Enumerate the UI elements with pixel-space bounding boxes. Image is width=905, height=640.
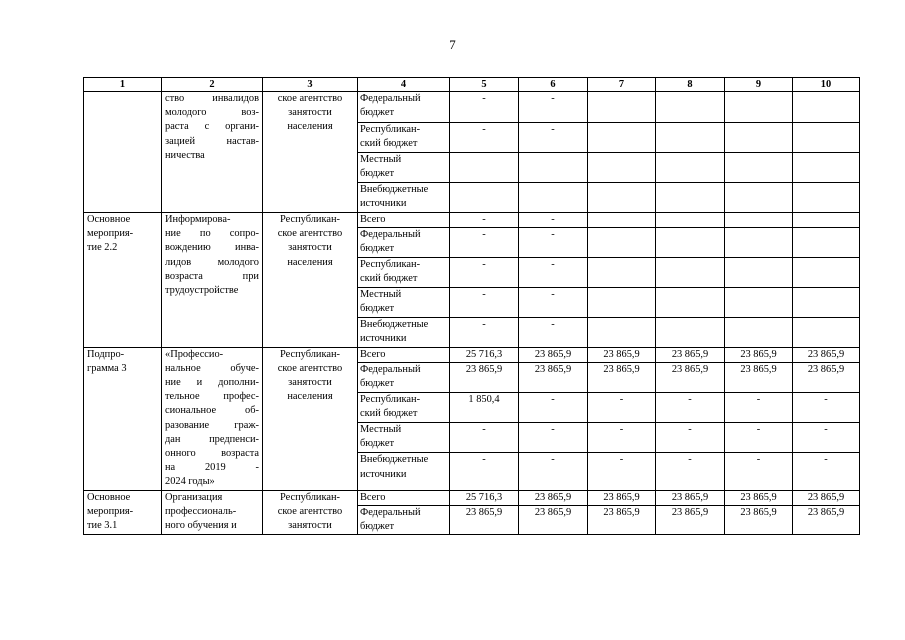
value-cell: [793, 423, 860, 453]
value-text: -: [756, 394, 761, 406]
cell-text-line: ское агентство: [277, 362, 343, 374]
funding-source-label: бюджет: [360, 303, 395, 315]
funding-source-label: Местный: [360, 424, 402, 436]
value-text: -: [824, 454, 828, 466]
value-cell: [793, 228, 860, 258]
cell-text-line: занятости: [288, 107, 332, 119]
value-cell: [519, 362, 588, 392]
value-cell: [588, 92, 656, 123]
value-cell: [588, 362, 656, 392]
value-cell: [450, 393, 519, 423]
value-text: 23 865,9: [603, 491, 640, 503]
cell-text-line: ское агентство: [277, 505, 343, 517]
value-text: -: [482, 289, 486, 301]
funding-source-cell: [358, 318, 450, 347]
block-title-cell: [84, 490, 162, 535]
value-text: 23 865,9: [534, 506, 572, 518]
cell-text-line: населения: [287, 256, 333, 268]
funding-source-cell: [358, 228, 450, 258]
funding-source-label: Всего: [360, 348, 386, 360]
executor-cell: [263, 490, 358, 535]
header-cell: 8: [656, 78, 725, 92]
value-cell: [588, 347, 656, 362]
funding-source-cell: [358, 183, 450, 213]
funding-source-cell: [358, 505, 450, 534]
cell-text-line: онного возраста: [165, 448, 259, 460]
value-cell: [588, 153, 656, 183]
value-cell: [519, 393, 588, 423]
value-cell: [656, 258, 725, 288]
funding-source-label: Республикан-: [360, 259, 421, 271]
value-cell: [519, 288, 588, 318]
value-cell: [588, 490, 656, 505]
value-cell: [656, 423, 725, 453]
value-cell: [725, 423, 793, 453]
value-text: 23 865,9: [807, 491, 845, 503]
value-cell: [656, 92, 725, 123]
value-cell: [519, 183, 588, 213]
value-text: 23 865,9: [603, 506, 640, 518]
value-cell: [725, 505, 793, 534]
funding-source-cell: [358, 153, 450, 183]
header-cell: 5: [450, 78, 519, 92]
value-cell: [656, 393, 725, 423]
funding-source-label: Местный: [360, 289, 402, 301]
value-text: -: [551, 454, 555, 466]
value-cell: [450, 490, 519, 505]
value-text: -: [482, 124, 486, 135]
header-row: [84, 78, 860, 92]
description-cell: [162, 92, 263, 213]
value-text: -: [482, 454, 486, 466]
cell-text-line: населения: [287, 391, 333, 403]
table-row: [84, 213, 860, 228]
value-cell: [793, 505, 860, 534]
value-cell: [450, 213, 519, 228]
value-cell: [588, 213, 656, 228]
header-cell: 6: [519, 78, 588, 92]
header-cell: 9: [725, 78, 793, 92]
value-cell: [519, 92, 588, 123]
value-text: -: [482, 319, 486, 331]
value-text: -: [619, 454, 624, 466]
table-row: [84, 490, 860, 505]
value-text: -: [551, 319, 555, 331]
value-text: 23 865,9: [671, 363, 709, 375]
funding-source-cell: [358, 123, 450, 153]
cell-text-line: сиональное об-: [165, 405, 259, 417]
value-cell: [725, 362, 793, 392]
table-row: [84, 92, 860, 123]
value-text: 23 865,9: [807, 363, 845, 375]
value-cell: [588, 228, 656, 258]
funding-source-label: Республикан-: [360, 394, 421, 406]
value-text: 23 865,9: [534, 363, 572, 375]
funding-source-cell: [358, 213, 450, 228]
value-cell: [656, 505, 725, 534]
value-text: 23 865,9: [807, 348, 845, 360]
value-cell: [519, 505, 588, 534]
cell-text-line: грамма 3: [87, 362, 127, 374]
value-cell: [725, 347, 793, 362]
value-cell: [656, 183, 725, 213]
funding-source-cell: [358, 453, 450, 490]
funding-source-label: бюджет: [360, 107, 395, 119]
value-cell: [725, 393, 793, 423]
cell-text-line: ние по сопро-: [165, 228, 259, 240]
cell-text-line: Организация: [165, 491, 223, 503]
funding-source-label: ский бюджет: [360, 138, 418, 150]
value-text: 23 865,9: [534, 348, 572, 360]
funding-source-label: источники: [360, 198, 407, 210]
header-cell: 7: [588, 78, 656, 92]
cell-text-line: занятости: [288, 377, 332, 389]
header-cell: 10: [793, 78, 860, 92]
funding-source-label: Федеральный: [360, 506, 421, 518]
value-cell: [450, 318, 519, 347]
value-cell: [450, 288, 519, 318]
cell-text-line: Республикан-: [279, 348, 341, 360]
funding-source-label: Внебюджетные: [360, 319, 429, 331]
cell-text-line: ство инвалидов: [165, 93, 259, 104]
value-text: -: [482, 229, 486, 241]
value-cell: [450, 123, 519, 153]
value-cell: [519, 453, 588, 490]
value-text: 25 716,3: [465, 348, 503, 360]
value-text: -: [824, 424, 828, 436]
cell-text-line: Основное: [87, 214, 131, 225]
funding-source-label: бюджет: [360, 168, 395, 180]
value-cell: [725, 123, 793, 153]
value-text: -: [756, 424, 761, 436]
executor-cell: [263, 213, 358, 348]
value-cell: [450, 423, 519, 453]
value-cell: [793, 183, 860, 213]
cell-text-line: дан предпенси-: [165, 433, 259, 445]
cell-text-line: профессиональ-: [165, 505, 237, 517]
value-cell: [656, 288, 725, 318]
value-text: 23 865,9: [603, 348, 640, 360]
value-cell: [588, 453, 656, 490]
value-cell: [656, 490, 725, 505]
funding-source-cell: [358, 490, 450, 505]
value-text: -: [551, 289, 555, 301]
value-text: 23 865,9: [740, 491, 777, 503]
value-cell: [588, 183, 656, 213]
cell-text-line: 2024 годы»: [165, 476, 215, 488]
header-cell: 4: [358, 78, 450, 92]
value-cell: [656, 453, 725, 490]
value-cell: [793, 288, 860, 318]
value-text: 23 865,9: [465, 363, 503, 375]
value-cell: [793, 213, 860, 228]
executor-cell: [263, 347, 358, 490]
value-cell: [725, 318, 793, 347]
funding-source-label: бюджет: [360, 378, 395, 390]
cell-text-line: мероприя-: [87, 505, 134, 517]
funding-source-label: Внебюджетные: [360, 454, 429, 466]
block-title-cell: [84, 92, 162, 213]
value-text: -: [688, 424, 692, 436]
funding-source-cell: [358, 258, 450, 288]
funding-source-label: бюджет: [360, 243, 395, 255]
value-cell: [519, 423, 588, 453]
value-cell: [793, 153, 860, 183]
value-text: 23 865,9: [534, 491, 572, 503]
value-cell: [656, 347, 725, 362]
header-cell: 1: [84, 78, 162, 92]
cell-text-line: ного обучения и: [165, 520, 237, 532]
description-cell: [162, 490, 263, 535]
funding-source-label: Местный: [360, 154, 402, 165]
value-text: -: [551, 394, 555, 406]
cell-text-line: ничества: [165, 149, 205, 161]
value-cell: [725, 153, 793, 183]
table-body: [84, 78, 860, 535]
value-cell: [588, 393, 656, 423]
value-cell: [793, 318, 860, 347]
cell-text-line: трудоустройстве: [165, 285, 239, 297]
block-title-cell: [84, 347, 162, 490]
cell-text-line: тие 2.2: [87, 242, 118, 254]
funding-source-label: бюджет: [360, 521, 395, 533]
funding-source-label: Всего: [360, 214, 386, 225]
cell-text-line: ское агентство: [277, 93, 343, 104]
value-cell: [519, 347, 588, 362]
value-text: 23 865,9: [671, 491, 709, 503]
value-text: -: [619, 424, 624, 436]
value-cell: [588, 258, 656, 288]
value-cell: [656, 123, 725, 153]
budget-table: [83, 77, 860, 535]
value-cell: [519, 123, 588, 153]
funding-source-label: Внебюджетные: [360, 184, 429, 195]
value-cell: [793, 92, 860, 123]
value-cell: [725, 213, 793, 228]
value-cell: [450, 453, 519, 490]
funding-source-cell: [358, 288, 450, 318]
value-cell: [793, 362, 860, 392]
description-cell: [162, 347, 263, 490]
cell-text-line: ние и дополни-: [165, 377, 259, 389]
funding-source-label: источники: [360, 333, 407, 345]
value-cell: [519, 228, 588, 258]
cell-text-line: занятости: [288, 520, 332, 532]
funding-source-label: ский бюджет: [360, 273, 418, 285]
value-cell: [450, 258, 519, 288]
value-text: 25 716,3: [465, 491, 503, 503]
value-text: 23 865,9: [603, 363, 640, 375]
value-cell: [450, 362, 519, 392]
value-cell: [519, 213, 588, 228]
value-cell: [656, 213, 725, 228]
value-text: -: [482, 214, 486, 225]
value-text: -: [482, 259, 486, 271]
funding-source-label: ский бюджет: [360, 408, 418, 420]
funding-source-cell: [358, 362, 450, 392]
value-cell: [519, 258, 588, 288]
page-number: 7: [449, 37, 456, 52]
funding-source-label: Республикан-: [360, 124, 421, 135]
cell-text-line: Республикан-: [279, 491, 341, 503]
block-title-cell: [84, 213, 162, 348]
executor-cell: [263, 92, 358, 213]
value-text: -: [688, 394, 692, 406]
value-text: 23 865,9: [740, 506, 777, 518]
value-cell: [588, 505, 656, 534]
value-cell: [588, 318, 656, 347]
value-cell: [656, 153, 725, 183]
funding-source-label: бюджет: [360, 438, 395, 450]
value-text: -: [824, 394, 828, 406]
value-cell: [793, 123, 860, 153]
funding-source-cell: [358, 423, 450, 453]
table-row: [84, 347, 860, 362]
value-text: -: [688, 454, 692, 466]
value-cell: [725, 453, 793, 490]
header-cell: 2: [162, 78, 263, 92]
value-text: -: [482, 424, 486, 436]
cell-text-line: молодого воз-: [165, 107, 259, 119]
header-cell: 3: [263, 78, 358, 92]
value-cell: [519, 153, 588, 183]
value-text: -: [619, 394, 624, 406]
value-text: 23 865,9: [671, 348, 709, 360]
value-cell: [450, 153, 519, 183]
value-cell: [725, 183, 793, 213]
value-text: -: [551, 214, 555, 225]
cell-text-line: Республикан-: [279, 214, 341, 225]
funding-source-label: источники: [360, 468, 407, 480]
value-text: -: [551, 259, 555, 271]
value-text: -: [551, 124, 555, 135]
cell-text-line: зацией настав-: [165, 135, 259, 147]
cell-text-line: ское агентство: [277, 228, 343, 240]
cell-text-line: разование граж-: [165, 419, 259, 431]
value-text: -: [551, 424, 555, 436]
value-cell: [656, 228, 725, 258]
value-text: 1 850,4: [468, 394, 500, 406]
value-text: -: [756, 454, 761, 466]
value-cell: [793, 490, 860, 505]
value-cell: [793, 258, 860, 288]
value-text: 23 865,9: [671, 506, 709, 518]
description-cell: [162, 213, 263, 348]
value-cell: [793, 347, 860, 362]
cell-text-line: лидов молодого: [165, 256, 259, 268]
cell-text-line: занятости: [288, 242, 332, 254]
cell-text-line: Информирова-: [165, 214, 231, 225]
value-cell: [450, 183, 519, 213]
value-cell: [725, 490, 793, 505]
value-cell: [725, 258, 793, 288]
value-cell: [450, 92, 519, 123]
value-cell: [793, 393, 860, 423]
cell-text-line: на 2019 -: [165, 462, 259, 474]
value-cell: [450, 347, 519, 362]
value-cell: [656, 318, 725, 347]
cell-text-line: раста с органи-: [165, 121, 259, 133]
value-cell: [725, 92, 793, 123]
value-cell: [656, 362, 725, 392]
value-text: -: [482, 93, 486, 104]
cell-text-line: тие 3.1: [87, 520, 118, 532]
funding-source-label: Федеральный: [360, 363, 421, 375]
value-text: -: [551, 229, 555, 241]
value-text: 23 865,9: [465, 506, 503, 518]
cell-text-line: мероприя-: [87, 228, 134, 240]
cell-text-line: населения: [287, 121, 333, 133]
funding-source-cell: [358, 393, 450, 423]
value-cell: [725, 228, 793, 258]
cell-text-line: Подпро-: [87, 348, 125, 360]
cell-text-line: вождению инва-: [165, 242, 259, 254]
value-text: 23 865,9: [740, 348, 777, 360]
value-cell: [450, 228, 519, 258]
value-cell: [588, 423, 656, 453]
value-cell: [793, 453, 860, 490]
funding-source-label: Федеральный: [360, 229, 421, 241]
cell-text-line: нальное обуче-: [165, 362, 259, 374]
funding-source-label: Федеральный: [360, 93, 421, 104]
cell-text-line: Основное: [87, 491, 131, 503]
funding-source-cell: [358, 347, 450, 362]
funding-source-label: Всего: [360, 491, 386, 503]
value-text: -: [551, 93, 555, 104]
value-cell: [588, 123, 656, 153]
funding-source-cell: [358, 92, 450, 123]
value-cell: [519, 318, 588, 347]
value-cell: [519, 490, 588, 505]
value-cell: [588, 288, 656, 318]
cell-text-line: возраста при: [165, 270, 259, 282]
cell-text-line: тельное профес-: [165, 391, 259, 403]
value-text: 23 865,9: [740, 363, 777, 375]
value-cell: [725, 288, 793, 318]
value-cell: [450, 505, 519, 534]
cell-text-line: «Профессио-: [165, 348, 224, 360]
value-text: 23 865,9: [807, 506, 845, 518]
